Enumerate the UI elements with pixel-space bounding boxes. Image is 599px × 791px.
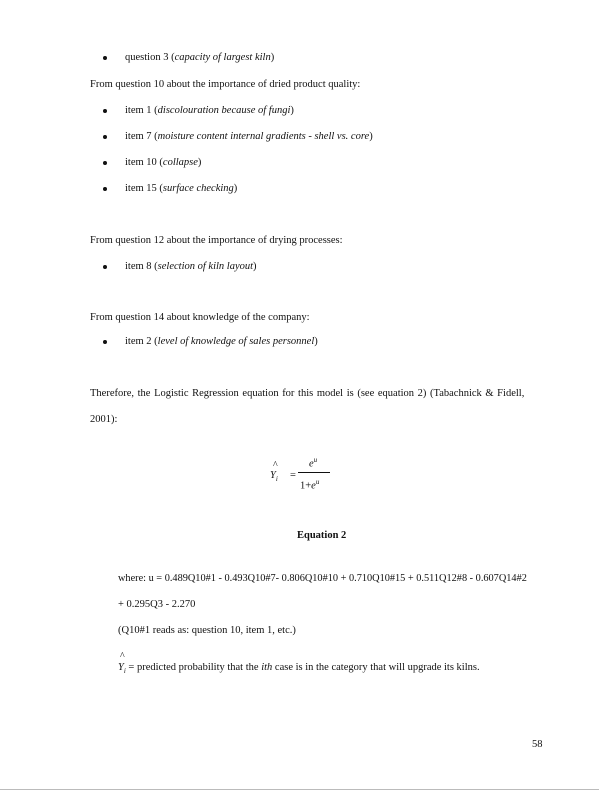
- bullet-tail: ): [253, 261, 257, 272]
- equation-fraction-bar: [298, 472, 330, 473]
- bullet-detail: collapse: [162, 157, 198, 168]
- q10-item-1: [125, 105, 294, 116]
- bullet-tail: ): [233, 183, 238, 194]
- equation-denominator-prefix: 1+: [300, 480, 312, 492]
- equation-lhs-subscript: i: [275, 475, 278, 484]
- equation-denominator: [300, 478, 319, 492]
- bullet-dot: [103, 135, 107, 139]
- q14-item-2: [125, 336, 318, 347]
- therefore-line-1: Therefore, the Logistic Regression equation for this model is (see equation 2) (Tabachnick & Fidell,: [90, 388, 525, 399]
- bullet-tail: ): [197, 157, 202, 168]
- bullet-lead: item 1 (: [125, 105, 158, 116]
- q10-item-15: [125, 183, 237, 194]
- q10-item-10: [125, 157, 201, 168]
- equation-denominator-base: e: [311, 480, 316, 492]
- where-line-2: + 0.295Q3 - 2.270: [118, 599, 196, 610]
- equation-label: Equation 2: [297, 530, 347, 541]
- yhat-text-before: = predicted probability that the: [125, 662, 262, 673]
- bullet-detail: discolouration because of fungi: [157, 105, 291, 116]
- bullet-tail: ): [369, 131, 373, 142]
- bullet-lead: item 10 (: [125, 157, 163, 168]
- bullet-detail: selection of kiln layout: [157, 261, 254, 272]
- equation-numerator: [309, 456, 317, 470]
- q10-heading: From question 10 about the importance of dried product quality:: [90, 79, 361, 90]
- yhat-ith: ith: [261, 662, 273, 673]
- bullet-dot: [103, 161, 107, 165]
- bullet-detail: capacity of largest kiln: [174, 52, 271, 63]
- bullet-item-question-3: [125, 52, 274, 63]
- bullet-lead: item 8 (: [125, 261, 158, 272]
- equation-denominator-exponent: u: [315, 478, 320, 486]
- bullet-lead: question 3 (: [125, 52, 175, 63]
- bullet-detail: level of knowledge of sales personnel: [157, 336, 315, 347]
- equation-hat: ^: [273, 460, 278, 471]
- bullet-tail: ): [314, 336, 318, 347]
- equation-numerator-base: e: [309, 458, 314, 470]
- bullet-dot: [103, 56, 107, 60]
- q12-heading: From question 12 about the importance of drying processes:: [90, 235, 343, 246]
- q12-item-8: [125, 261, 257, 272]
- bullet-lead: item 7 (: [125, 131, 158, 142]
- bullet-detail: moisture content internal gradients - shell vs. core: [157, 131, 370, 142]
- q10-item-7: [125, 131, 373, 142]
- bullet-dot: [103, 265, 107, 269]
- bullet-dot: [103, 109, 107, 113]
- equation-lhs: [270, 470, 278, 483]
- page-number: 58: [532, 739, 543, 750]
- equation-numerator-exponent: u: [313, 456, 318, 464]
- bullet-dot: [103, 187, 107, 191]
- yhat-subscript: i: [123, 667, 126, 676]
- therefore-line-2: 2001):: [90, 414, 118, 425]
- where-line-1: where: u = 0.489Q10#1 - 0.493Q10#7- 0.806Q10#10 + 0.710Q10#15 + 0.511Q12#8 - 0.607Q14#2: [118, 573, 527, 584]
- q14-heading: From question 14 about knowledge of the company:: [90, 312, 310, 323]
- yhat-symbol: Y: [118, 662, 124, 673]
- yhat-hat: ^: [120, 651, 125, 662]
- bullet-lead: item 15 (: [125, 183, 163, 194]
- where-line-3: (Q10#1 reads as: question 10, item 1, etc.): [118, 625, 296, 636]
- equation-lhs-symbol: Y: [270, 470, 276, 481]
- bullet-dot: [103, 340, 107, 344]
- yhat-definition: [118, 662, 480, 675]
- bullet-tail: ): [270, 52, 275, 63]
- page-bottom-rule: [0, 789, 599, 790]
- bullet-detail: surface checking: [162, 183, 234, 194]
- bullet-lead: item 2 (: [125, 336, 158, 347]
- equation-equals: =: [290, 470, 296, 481]
- yhat-text-after: case is in the category that will upgrade its kilns.: [272, 662, 480, 673]
- bullet-tail: ): [290, 105, 294, 116]
